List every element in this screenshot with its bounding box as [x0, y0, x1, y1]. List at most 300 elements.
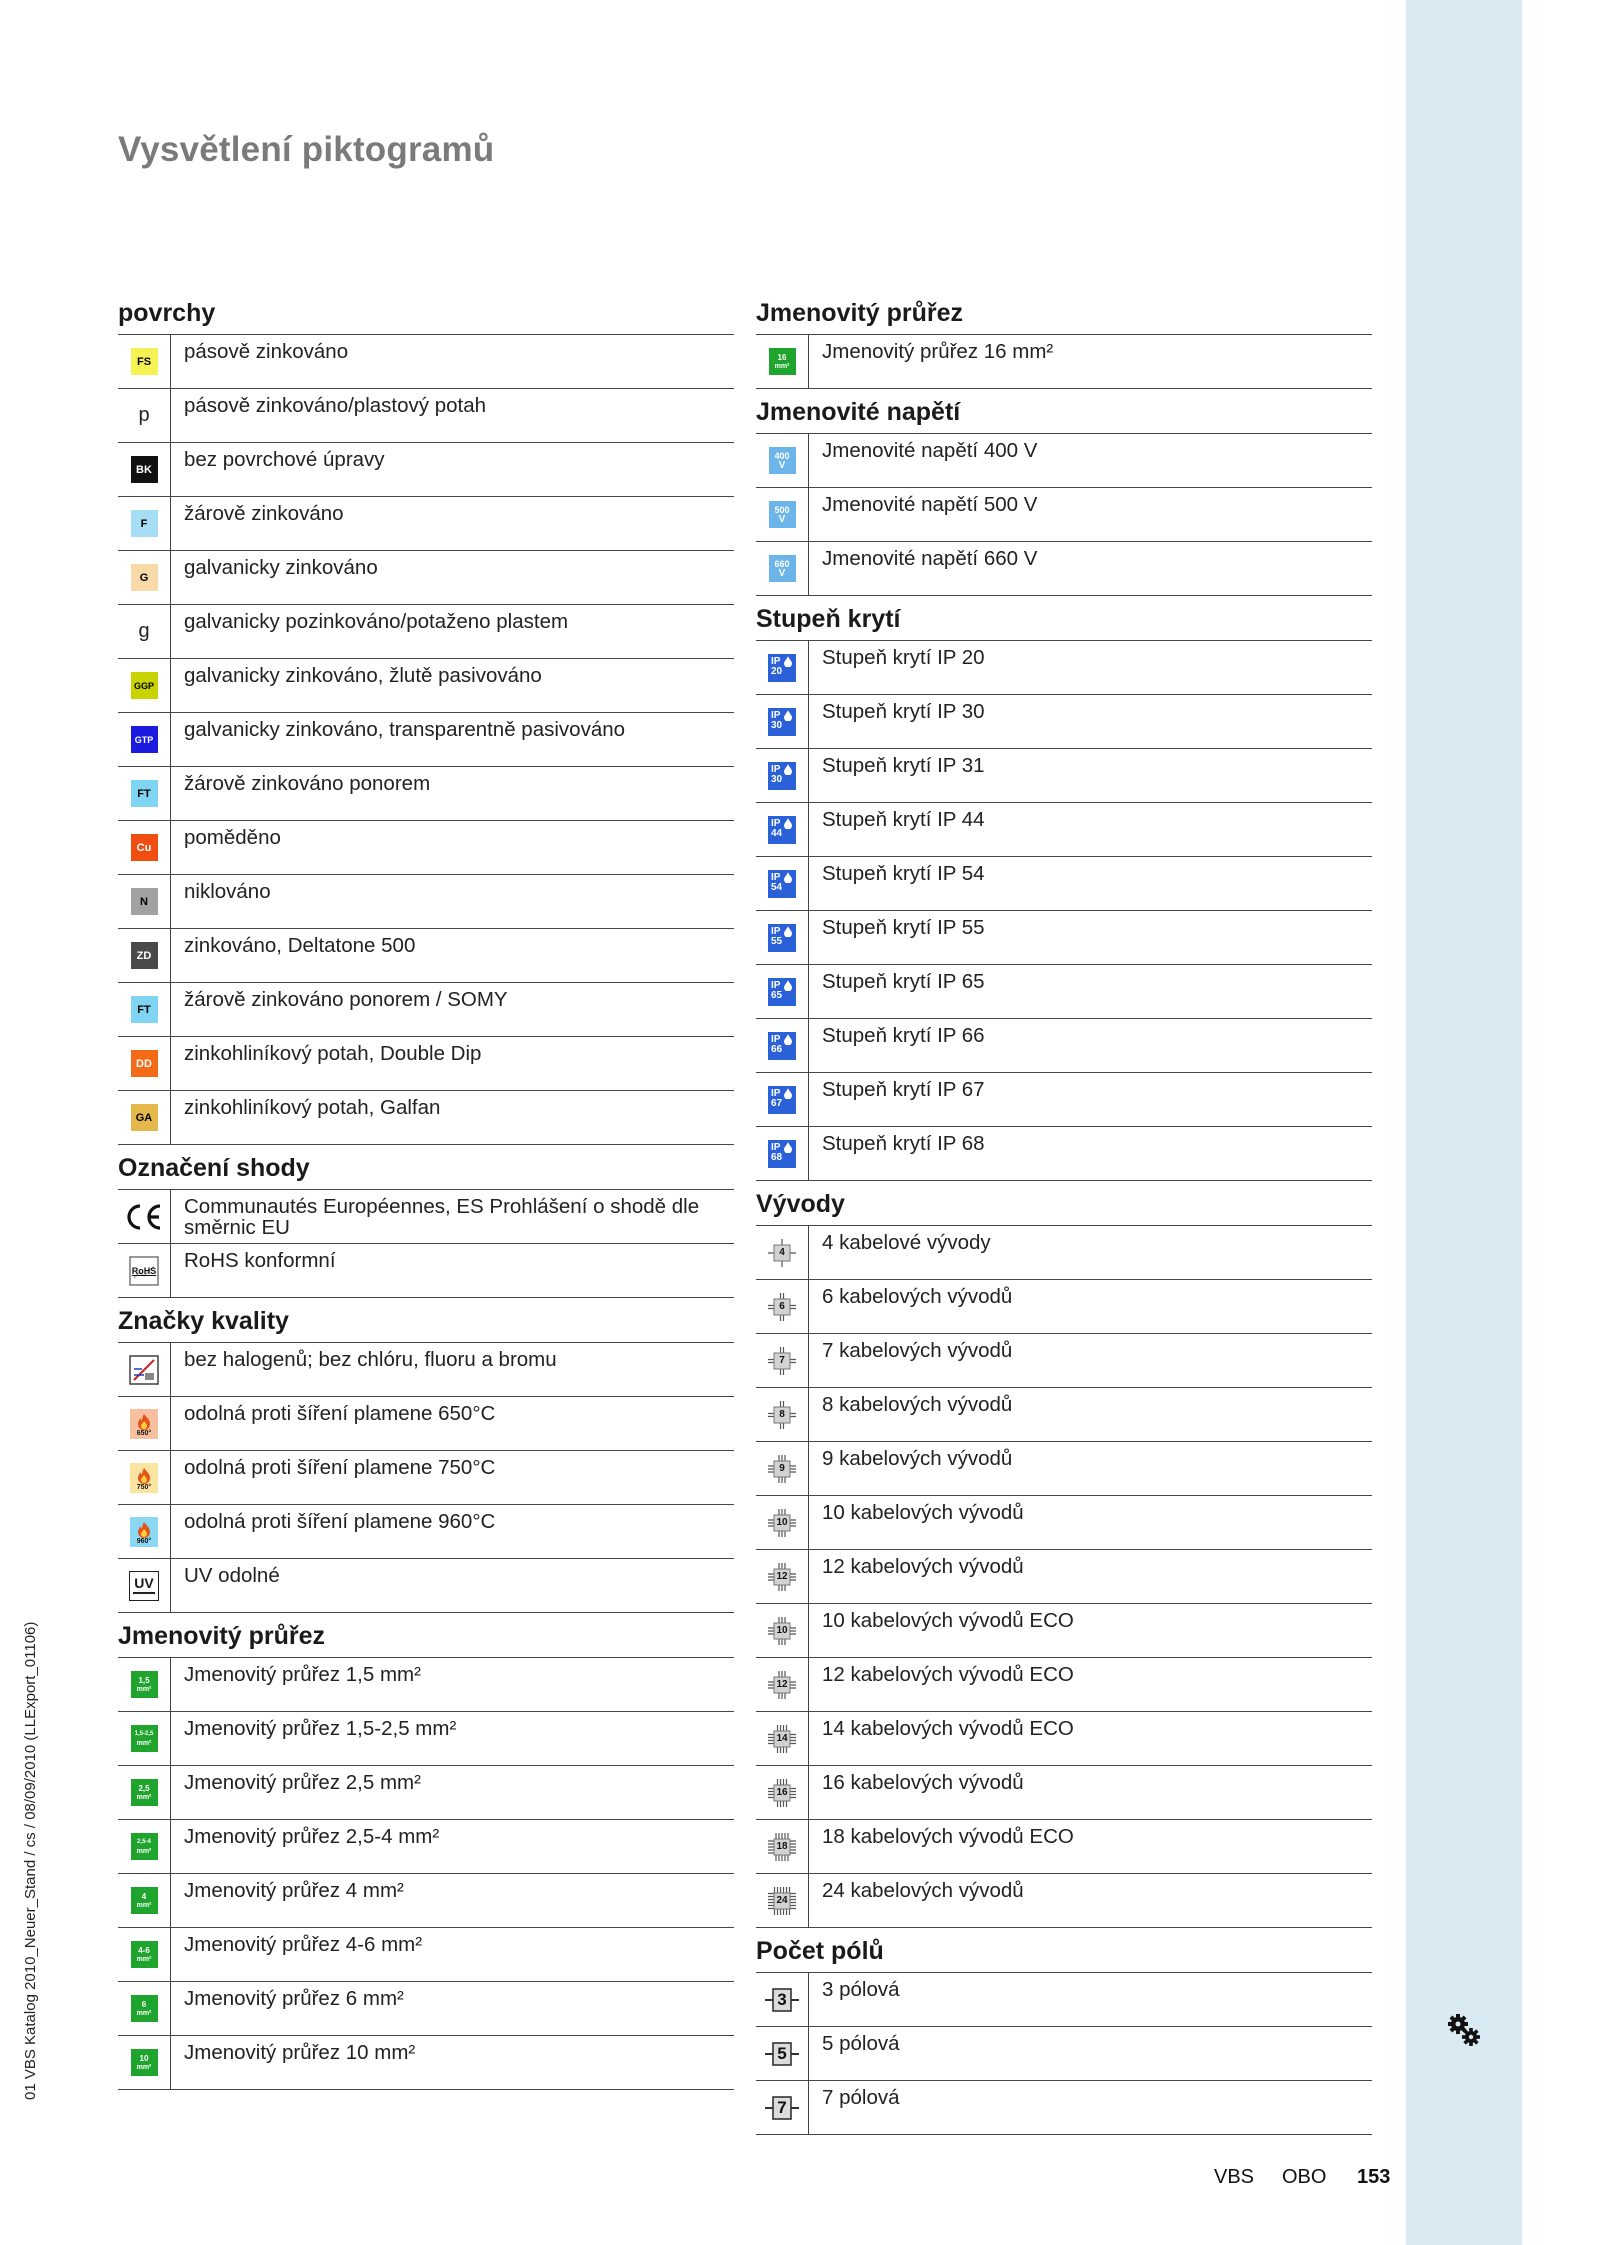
legend-row [756, 1550, 1372, 1604]
flame-750-icon [130, 1463, 158, 1493]
cable-entries-12-eco-icon [767, 1670, 797, 1700]
icon-text: 8 [779, 1409, 785, 1420]
item-label: Jmenovitý průřez 10 mm² [184, 2041, 416, 2064]
water-drop-icon [784, 872, 792, 883]
legend-row [118, 1559, 734, 1613]
cable-entries-16-icon [767, 1778, 797, 1808]
mm2-unit: mm² [136, 1739, 152, 1747]
icon-cell [756, 488, 809, 541]
item-label: 6 kabelových vývodů [822, 1285, 1013, 1308]
cable-entries-10-icon [767, 1508, 797, 1538]
flame-icon [136, 1521, 152, 1538]
legend-row [756, 1019, 1372, 1073]
icon-text: 16 [777, 352, 787, 362]
cable-entries-7-icon [767, 1346, 797, 1376]
icon-text: N [140, 895, 148, 908]
item-label: Stupeň krytí IP 31 [822, 754, 985, 777]
icon-cell [118, 1190, 171, 1243]
icon-cell [118, 821, 171, 874]
item-label: Jmenovitý průřez 6 mm² [184, 1987, 404, 2010]
item-label: zinkohliníkový potah, Double Dip [184, 1042, 482, 1065]
icon-cell [118, 1451, 171, 1504]
cable-entries-12-icon [767, 1562, 797, 1592]
zd-icon [131, 942, 158, 969]
water-drop-icon [784, 926, 792, 937]
flame-960-icon [130, 1517, 158, 1547]
icon-text: 14 [776, 1733, 788, 1744]
item-label: 12 kabelových vývodů ECO [822, 1663, 1074, 1686]
item-label: 3 pólová [822, 1978, 900, 2001]
kryti-heading: Stupeň krytí [756, 596, 1372, 641]
legend-row [756, 857, 1372, 911]
legend-row [118, 1451, 734, 1505]
item-label: 8 kabelových vývodů [822, 1393, 1013, 1416]
icon-cell [756, 1226, 809, 1279]
icon-text: 9 [779, 1463, 785, 1474]
icon-cell [118, 2036, 171, 2089]
item-label: Jmenovitý průřez 16 mm² [822, 340, 1054, 363]
icon-cell [756, 1766, 809, 1819]
cable-entries-8-icon [767, 1400, 797, 1430]
icon-cell [118, 335, 171, 388]
footer-brand-obo: OBO [1282, 2166, 1327, 2188]
icon-cell [118, 1982, 171, 2035]
dd-icon [131, 1050, 158, 1077]
icon-text: g [138, 620, 150, 642]
legend-row [756, 1712, 1372, 1766]
icon-cell [756, 1280, 809, 1333]
item-label: galvanicky zinkováno [184, 556, 378, 579]
item-label: Jmenovité napětí 500 V [822, 493, 1038, 516]
item-label: galvanicky zinkováno, žlutě pasivováno [184, 664, 542, 687]
icon-text: F [140, 517, 148, 530]
ce-mark-icon [124, 1202, 164, 1232]
flame-icon [136, 1413, 152, 1430]
ip-label: IP [771, 979, 781, 991]
legend-row [118, 1037, 734, 1091]
cross-section-6-icon [131, 1995, 158, 2022]
shoda-heading: Označení shody [118, 1145, 734, 1190]
icon-cell [118, 1874, 171, 1927]
legend-row [756, 488, 1372, 542]
legend-row [756, 1334, 1372, 1388]
icon-text: 2,5 [138, 1783, 150, 1793]
rohs-icon [129, 1256, 159, 1286]
icon-text: 30 [771, 773, 783, 785]
ip-label: IP [771, 871, 781, 883]
item-label: Jmenovité napětí 660 V [822, 547, 1038, 570]
icon-cell [756, 335, 809, 388]
legend-row [118, 659, 734, 713]
icon-text: G [139, 571, 149, 584]
left-column [118, 290, 734, 2090]
item-label: Stupeň krytí IP 55 [822, 916, 985, 939]
legend-row [756, 1874, 1372, 1928]
icon-cell [118, 713, 171, 766]
icon-cell [118, 443, 171, 496]
item-label: Stupeň krytí IP 67 [822, 1078, 985, 1101]
icon-text: 2,5-4 [137, 1838, 151, 1845]
n-icon [131, 888, 158, 915]
icon-text: 10 [776, 1625, 788, 1636]
cable-entries-10-eco-icon [767, 1616, 797, 1646]
icon-cell [756, 1073, 809, 1126]
item-label: žárově zinkováno ponorem [184, 772, 431, 795]
icon-text: 55 [771, 935, 783, 947]
legend-row [118, 551, 734, 605]
napeti-heading: Jmenovité napětí [756, 389, 1372, 434]
icon-text: 400 [774, 450, 790, 461]
icon-cell [756, 965, 809, 1018]
water-drop-icon [784, 1142, 792, 1153]
icon-cell [118, 1343, 171, 1396]
item-label: bez halogenů; bez chlóru, fluoru a bromu [184, 1348, 557, 1371]
ip65-icon [768, 978, 796, 1006]
cable-entries-6-icon [767, 1292, 797, 1322]
legend-row [118, 605, 734, 659]
legend-row [118, 767, 734, 821]
icon-cell [756, 911, 809, 964]
icon-text: 30 [771, 719, 783, 731]
icon-cell [118, 1820, 171, 1873]
item-label: 10 kabelových vývodů [822, 1501, 1024, 1524]
icon-text: RoHS [131, 1265, 157, 1276]
mm2-unit: mm² [136, 1793, 152, 1801]
item-label: 10 kabelových vývodů ECO [822, 1609, 1074, 1632]
icon-text: ZD [136, 949, 152, 962]
mm2-unit: mm² [136, 1901, 152, 1909]
icon-text: 18 [776, 1841, 788, 1852]
item-label: odolná proti šíření plamene 650°C [184, 1402, 496, 1425]
item-label: Stupeň krytí IP 44 [822, 808, 985, 831]
icon-text: 660 [774, 558, 790, 569]
item-label: 16 kabelových vývodů [822, 1771, 1024, 1794]
item-label: 7 pólová [822, 2086, 900, 2109]
icon-text: 12 [776, 1571, 788, 1582]
icon-cell [118, 1397, 171, 1450]
item-label: Stupeň krytí IP 66 [822, 1024, 985, 1047]
cable-entries-4-icon [767, 1238, 797, 1268]
legend-row [118, 389, 734, 443]
legend-row [756, 749, 1372, 803]
legend-row [118, 821, 734, 875]
legend-row [756, 1496, 1372, 1550]
icon-text: 6 [779, 1301, 785, 1312]
g-icon [131, 564, 158, 591]
legend-row [118, 1658, 734, 1712]
water-drop-icon [784, 656, 792, 667]
icon-cell [756, 1388, 809, 1441]
icon-cell [118, 1658, 171, 1711]
cable-entries-24-icon [767, 1886, 797, 1916]
g-letter-icon [138, 620, 149, 643]
icon-cell [756, 857, 809, 910]
item-label: odolná proti šíření plamene 960°C [184, 1510, 496, 1533]
cross-section-10-icon [131, 2049, 158, 2076]
icon-cell [118, 605, 171, 658]
icon-text: 960° [136, 1537, 152, 1545]
icon-text: 24 [776, 1895, 788, 1906]
mm2-unit: mm² [774, 362, 790, 370]
volt-unit: V [778, 513, 786, 525]
cable-entries-9-icon [767, 1454, 797, 1484]
voltage-660-icon [769, 555, 796, 582]
icon-cell [118, 1559, 171, 1612]
legend-row [118, 1820, 734, 1874]
cross-section-4-6-icon [131, 1941, 158, 1968]
item-label: bez povrchové úpravy [184, 448, 385, 471]
ip67-icon [768, 1086, 796, 1114]
icon-text: DD [136, 1057, 152, 1070]
icon-cell [756, 1550, 809, 1603]
icon-text: BK [136, 463, 152, 476]
water-drop-icon [784, 980, 792, 991]
item-label: galvanicky zinkováno, transparentně pasivováno [184, 718, 626, 741]
mm2-unit: mm² [136, 1847, 152, 1855]
legend-row [118, 1982, 734, 2036]
side-tab-bar [1406, 0, 1522, 2245]
icon-cell [756, 1874, 809, 1927]
item-label: Stupeň krytí IP 20 [822, 646, 985, 669]
item-label: žárově zinkováno ponorem / SOMY [184, 988, 508, 1011]
icon-text: 1,5-2,5 [134, 1730, 154, 1737]
item-label: poměděno [184, 826, 281, 849]
mm2-unit: mm² [136, 2063, 152, 2071]
mm2-unit: mm² [136, 2009, 152, 2017]
icon-text: 44 [771, 827, 783, 839]
icon-cell [756, 1442, 809, 1495]
icon-cell [756, 1712, 809, 1765]
mm2-unit: mm² [136, 1685, 152, 1693]
icon-cell [118, 551, 171, 604]
cable-entries-18-eco-icon [767, 1832, 797, 1862]
icon-cell [756, 542, 809, 595]
ip-label: IP [771, 1087, 781, 1099]
legend-row [756, 695, 1372, 749]
legend-row [756, 335, 1372, 389]
ip54-icon [768, 870, 796, 898]
item-label: žárově zinkováno [184, 502, 344, 525]
item-label: niklováno [184, 880, 271, 903]
ip-label: IP [771, 709, 781, 721]
poles-5-icon [764, 2040, 800, 2068]
poly-heading: Počet pólů [756, 1928, 1372, 1973]
legend-row [756, 911, 1372, 965]
water-drop-icon [784, 1034, 792, 1045]
item-label: Jmenovitý průřez 4 mm² [184, 1879, 404, 1902]
prurez-right-heading: Jmenovitý průřez [756, 290, 1372, 335]
icon-text: 65 [771, 989, 783, 1001]
icon-text: 500 [774, 504, 790, 515]
icon-text: 67 [771, 1097, 783, 1109]
legend-row [118, 1766, 734, 1820]
item-label: Stupeň krytí IP 30 [822, 700, 985, 723]
ga-icon [131, 1104, 158, 1131]
icon-cell [756, 803, 809, 856]
flame-650-icon [130, 1409, 158, 1439]
volt-unit: V [778, 567, 786, 579]
legend-row [756, 542, 1372, 596]
icon-text: 12 [776, 1679, 788, 1690]
voltage-500-icon [769, 501, 796, 528]
legend-row [118, 1874, 734, 1928]
legend-row [756, 1766, 1372, 1820]
icon-cell [118, 1928, 171, 1981]
legend-row [118, 2036, 734, 2090]
legend-row [118, 335, 734, 389]
page-title: Vysvětlení piktogramů [118, 130, 495, 169]
icon-cell [118, 929, 171, 982]
item-label: Stupeň krytí IP 54 [822, 862, 985, 885]
item-label: 5 pólová [822, 2032, 900, 2055]
poles-7-icon [764, 2094, 800, 2122]
ip55-icon [768, 924, 796, 952]
legend-row [118, 497, 734, 551]
icon-cell [756, 2081, 809, 2134]
icon-text: p [138, 404, 150, 426]
item-label: 24 kabelových vývodů [822, 1879, 1024, 1902]
item-label: Jmenovitý průřez 2,5-4 mm² [184, 1825, 440, 1848]
ip68-icon [768, 1140, 796, 1168]
icon-cell [756, 1334, 809, 1387]
item-label: Stupeň krytí IP 65 [822, 970, 985, 993]
halogen-free-icon [129, 1355, 159, 1385]
icon-text: Cu [136, 841, 152, 854]
icon-cell [756, 434, 809, 487]
icon-cell [756, 641, 809, 694]
gtp-icon [131, 726, 158, 753]
item-label: 7 kabelových vývodů [822, 1339, 1013, 1362]
item-label: Jmenovité napětí 400 V [822, 439, 1038, 462]
ggp-icon [131, 672, 158, 699]
water-drop-icon [784, 1088, 792, 1099]
volt-unit: V [778, 459, 786, 471]
legend-row [756, 641, 1372, 695]
item-label: 14 kabelových vývodů ECO [822, 1717, 1074, 1740]
icon-cell [756, 1496, 809, 1549]
legend-row [756, 434, 1372, 488]
povrchy-heading: povrchy [118, 290, 734, 335]
legend-row [756, 965, 1372, 1019]
cross-section-1-5-2-5-icon [131, 1725, 158, 1752]
kvalita-heading: Značky kvality [118, 1298, 734, 1343]
vyvody-heading: Vývody [756, 1181, 1372, 1226]
icon-text: 1,5 [138, 1675, 150, 1685]
icon-cell [756, 749, 809, 802]
icon-text: 650° [136, 1429, 152, 1437]
item-label: Jmenovitý průřez 4-6 mm² [184, 1933, 423, 1956]
legend-row [118, 1712, 734, 1766]
voltage-400-icon [769, 447, 796, 474]
cross-section-2-5-icon [131, 1779, 158, 1806]
f-icon [131, 510, 158, 537]
legend-row [118, 1343, 734, 1397]
ft-somy-icon [131, 996, 158, 1023]
item-label: pásově zinkováno [184, 340, 349, 363]
icon-cell [118, 389, 171, 442]
legend-row [118, 1190, 734, 1244]
ip-label: IP [771, 1033, 781, 1045]
ip44-icon [768, 816, 796, 844]
bk-icon [131, 456, 158, 483]
ip-label: IP [771, 655, 781, 667]
legend-row [118, 1928, 734, 1982]
icon-text: 4 [141, 1891, 147, 1901]
ip-label: IP [771, 763, 781, 775]
icon-cell [118, 659, 171, 712]
legend-row [756, 1388, 1372, 1442]
item-label: 9 kabelových vývodů [822, 1447, 1013, 1470]
icon-text: FT [137, 1003, 151, 1016]
prurez-left-heading: Jmenovitý průřez [118, 1613, 734, 1658]
ip30-icon [768, 708, 796, 736]
icon-cell [756, 2027, 809, 2080]
icon-text: 66 [771, 1043, 783, 1055]
item-label: Jmenovitý průřez 1,5-2,5 mm² [184, 1717, 457, 1740]
icon-cell [756, 1820, 809, 1873]
icon-text: 10 [776, 1517, 788, 1528]
icon-cell [118, 1505, 171, 1558]
item-label: 12 kabelových vývodů [822, 1555, 1024, 1578]
icon-text: 10 [139, 2053, 149, 2063]
page-number: 153 [1357, 2166, 1391, 2188]
item-label: Jmenovitý průřez 2,5 mm² [184, 1771, 421, 1794]
icon-cell [118, 983, 171, 1036]
item-label: pásově zinkováno/plastový potah [184, 394, 487, 417]
cross-section-1-5-icon [131, 1671, 158, 1698]
icon-text: 20 [771, 665, 783, 677]
legend-row [118, 875, 734, 929]
legend-row [756, 1658, 1372, 1712]
uv-icon [129, 1571, 159, 1601]
item-label: UV odolné [184, 1564, 280, 1587]
icon-cell [756, 1019, 809, 1072]
legend-row [756, 1280, 1372, 1334]
icon-text: 16 [776, 1787, 788, 1798]
legend-row [756, 2081, 1372, 2135]
icon-text: 3 [777, 1989, 787, 2009]
icon-cell [756, 695, 809, 748]
legend-row [118, 929, 734, 983]
icon-text: FT [137, 787, 151, 800]
item-label: zinkohliníkový potah, Galfan [184, 1096, 441, 1119]
ip31-icon [768, 762, 796, 790]
icon-text: 6 [141, 1999, 147, 2009]
icon-text: 4-6 [138, 1945, 150, 1955]
cu-icon [131, 834, 158, 861]
poles-3-icon [764, 1986, 800, 2014]
ip20-icon [768, 654, 796, 682]
ip-label: IP [771, 817, 781, 829]
ft-icon [131, 780, 158, 807]
legend-row [118, 1244, 734, 1298]
icon-cell [118, 1766, 171, 1819]
cross-section-4-icon [131, 1887, 158, 1914]
cable-entries-14-eco-icon [767, 1724, 797, 1754]
ip66-icon [768, 1032, 796, 1060]
icon-text: GTP [134, 734, 154, 745]
icon-text: 4 [779, 1247, 785, 1258]
icon-cell [118, 497, 171, 550]
item-label: galvanicky pozinkováno/potaženo plastem [184, 610, 569, 633]
flame-icon [136, 1467, 152, 1484]
ip-label: IP [771, 925, 781, 937]
icon-text: GGP [133, 680, 154, 691]
legend-row [118, 983, 734, 1037]
ip-label: IP [771, 1141, 781, 1153]
gear-icon [1444, 2010, 1484, 2050]
item-label: Jmenovitý průřez 1,5 mm² [184, 1663, 421, 1686]
